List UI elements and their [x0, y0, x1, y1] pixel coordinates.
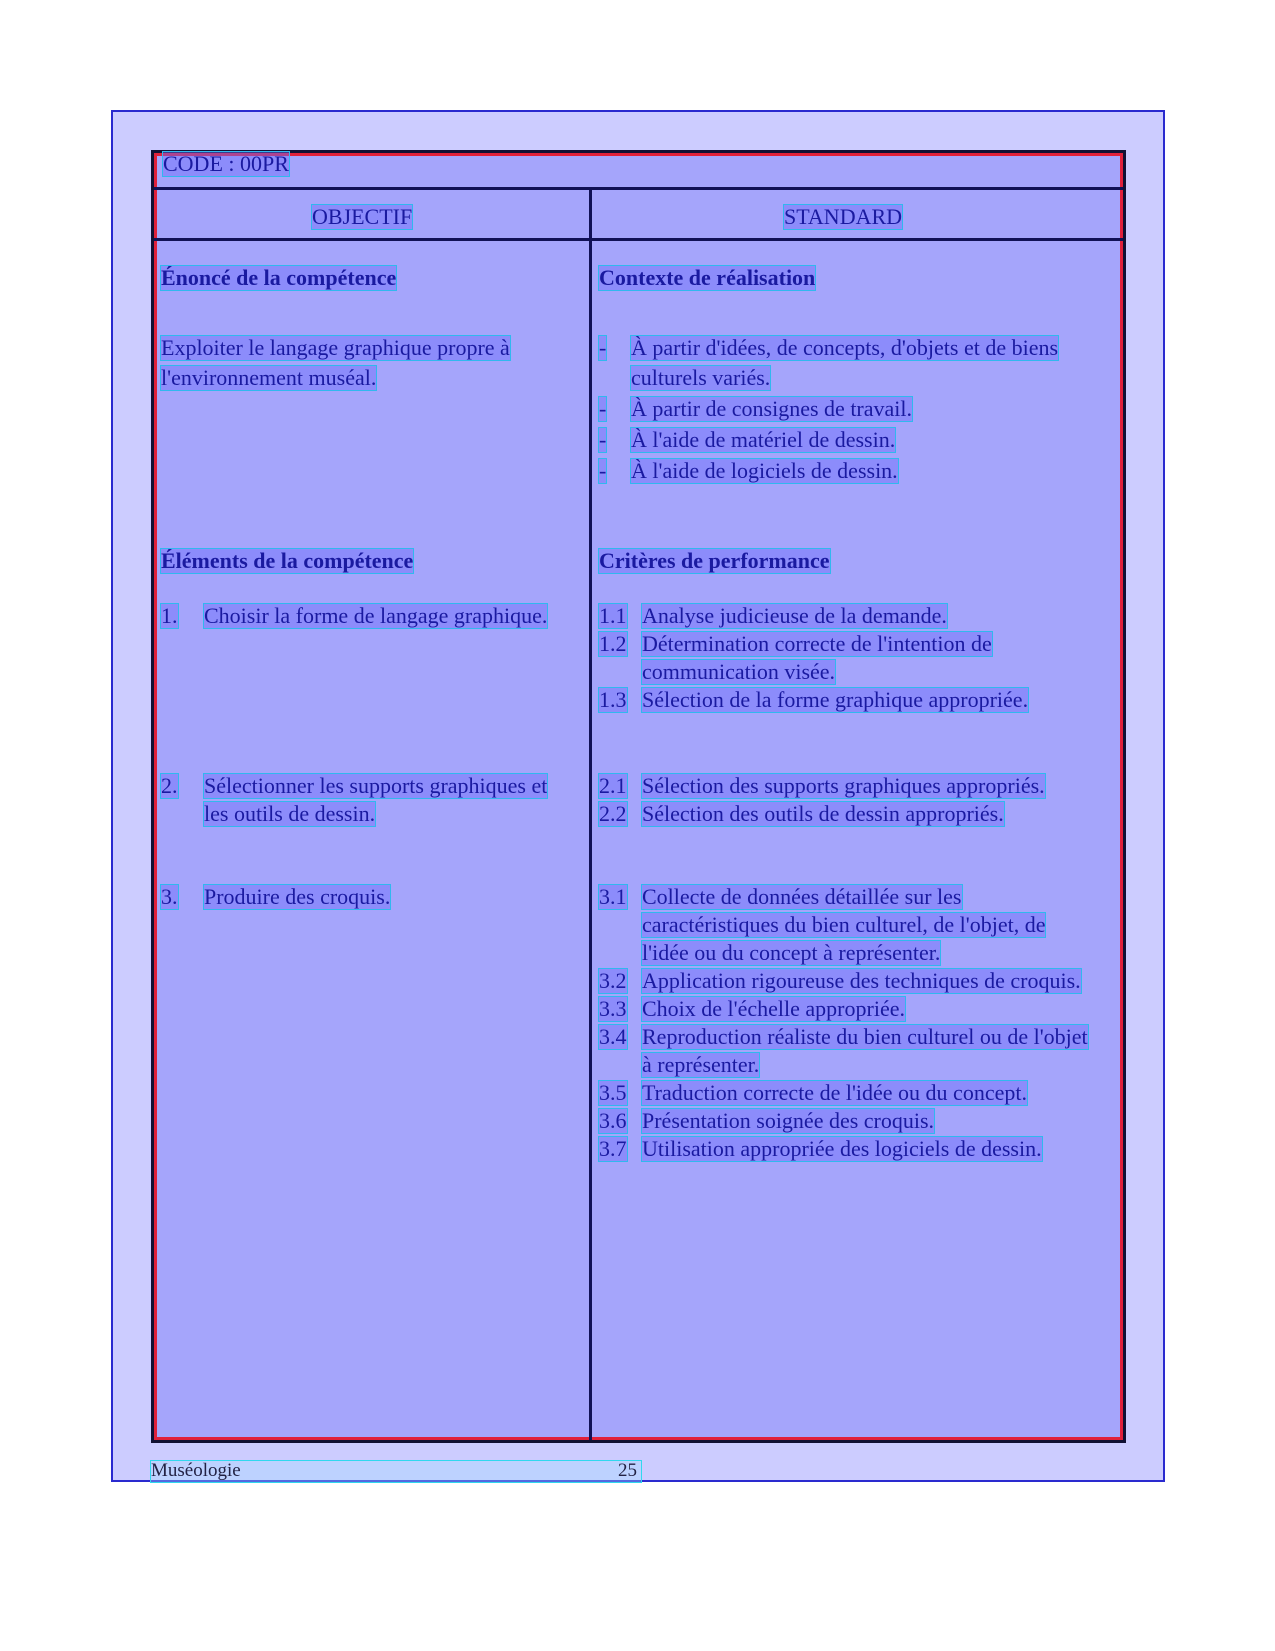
- critere-number: 3.1: [599, 884, 627, 909]
- critere-text: l'idée ou du concept à représenter.: [642, 940, 941, 965]
- critere-number: 3.4: [599, 1024, 627, 1049]
- contexte-bullet: -: [599, 335, 607, 360]
- element-text: Choisir la forme de langage graphique.: [204, 603, 548, 628]
- contexte-item-text: culturels variés.: [631, 365, 771, 390]
- contexte-bullet: -: [599, 427, 607, 452]
- element-text: Sélectionner les supports graphiques et: [204, 773, 548, 798]
- critere-text: caractéristiques du bien culturel, de l'objet, de: [642, 912, 1046, 937]
- critere-text: Collecte de données détaillée sur les: [642, 884, 962, 909]
- critere-text: Sélection des supports graphiques appropriés.: [642, 773, 1045, 798]
- code-label: CODE : 00PR: [163, 151, 289, 176]
- contexte-item-text: À l'aide de matériel de dessin.: [631, 427, 896, 452]
- critere-text: Sélection de la forme graphique appropriée.: [642, 687, 1029, 712]
- critere-number: 2.1: [599, 773, 627, 798]
- contexte-item-text: À l'aide de logiciels de dessin.: [631, 458, 898, 483]
- page-number: 25: [618, 1460, 637, 1481]
- header-row-divider: [154, 238, 1123, 241]
- page-footer: [151, 1461, 641, 1482]
- critere-text: Reproduction réaliste du bien culturel ou de l'objet: [642, 1024, 1088, 1049]
- critere-number: 2.2: [599, 801, 627, 826]
- critere-text: Analyse judicieuse de la demande.: [642, 603, 947, 628]
- element-text: les outils de dessin.: [204, 801, 376, 826]
- contexte-item-text: À partir de consignes de travail.: [631, 396, 913, 421]
- critere-text: communication visée.: [642, 659, 836, 684]
- critere-number: 3.7: [599, 1136, 627, 1161]
- critere-text: Sélection des outils de dessin appropriés.: [642, 801, 1004, 826]
- element-number: 2.: [161, 773, 178, 798]
- enonce-line: l'environnement muséal.: [161, 365, 377, 390]
- critere-number: 3.3: [599, 996, 627, 1021]
- critere-number: 3.2: [599, 968, 627, 993]
- element-number: 1.: [161, 603, 178, 628]
- critere-text: Détermination correcte de l'intention de: [642, 631, 992, 656]
- header-standard: STANDARD: [784, 204, 903, 229]
- critere-number: 1.2: [599, 631, 627, 656]
- critere-text: Choix de l'échelle appropriée.: [642, 996, 905, 1021]
- enonce-heading: Énoncé de la compétence: [161, 265, 397, 290]
- contexte-heading: Contexte de réalisation: [599, 265, 816, 290]
- critere-number: 3.6: [599, 1108, 627, 1133]
- elements-heading: Éléments de la compétence: [161, 548, 414, 573]
- code-row-divider: [154, 187, 1123, 190]
- contexte-item-text: À partir d'idées, de concepts, d'objets et de biens: [631, 335, 1059, 360]
- critere-number: 1.1: [599, 603, 627, 628]
- critere-text: Traduction correcte de l'idée ou du concept.: [642, 1080, 1027, 1105]
- critere-text: Présentation soignée des croquis.: [642, 1108, 935, 1133]
- contexte-bullet: -: [599, 396, 607, 421]
- critere-number: 1.3: [599, 687, 627, 712]
- element-number: 3.: [161, 884, 178, 909]
- column-divider: [589, 190, 592, 1440]
- header-objective: OBJECTIF: [312, 204, 413, 229]
- element-text: Produire des croquis.: [204, 884, 391, 909]
- critere-text: Application rigoureuse des techniques de croquis.: [642, 968, 1081, 993]
- contexte-bullet: -: [599, 458, 607, 483]
- critere-text: Utilisation appropriée des logiciels de dessin.: [642, 1136, 1042, 1161]
- critere-number: 3.5: [599, 1080, 627, 1105]
- criteres-heading: Critères de performance: [599, 548, 830, 573]
- critere-text: à représenter.: [642, 1052, 760, 1077]
- enonce-line: Exploiter le langage graphique propre à: [161, 335, 510, 360]
- footer-title: Muséologie: [151, 1460, 241, 1481]
